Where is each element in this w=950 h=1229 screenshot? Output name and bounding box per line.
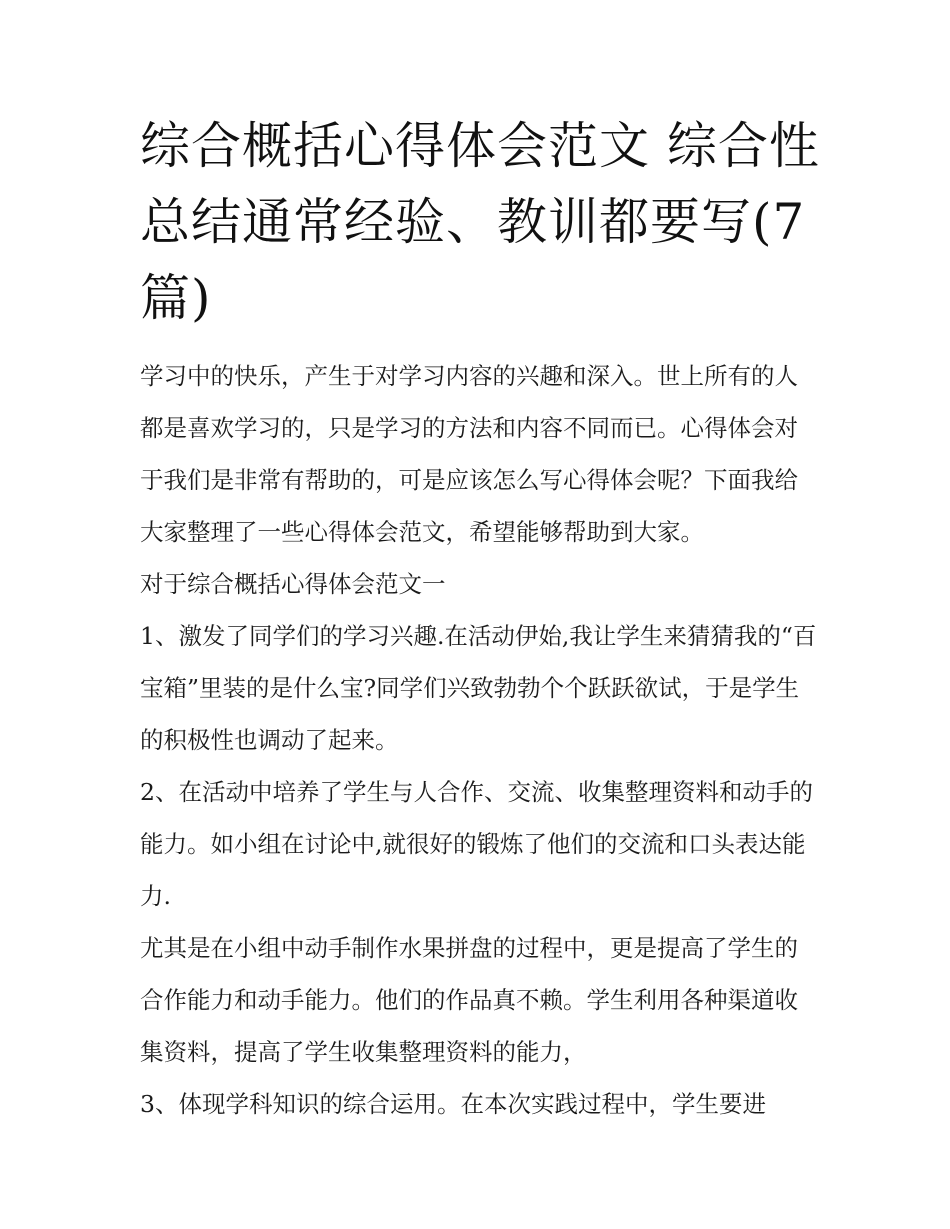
list-item-3: 3、体现学科知识的综合运用。在本次实践过程中，学生要进 [140,1090,766,1118]
list-item-2: 2、在活动中培养了学生与人合作、交流、收集整理资料和动手的能力。如小组在讨论中,就很好的锻炼了他们的交流和口头表达能力. [140,778,813,910]
body-paragraph: 尤其是在小组中动手制作水果拼盘的过程中，更是提高了学生的合作能力和动手能力。他们的作品真不赖。学生利用各种渠道收集资料，提高了学生收集整理资料的能力， [140,934,798,1066]
list-item-1: 1、激发了同学们的学习兴趣.在活动伊始,我让学生来猜猜我的“百宝箱”里装的是什么宝?同学们兴致勃勃个个跃跃欲试，于是学生的积极性也调动了起来。 [140,622,817,754]
document-body [140,350,820,1130]
document-page [140,108,820,1130]
section-heading: 对于综合概括心得体会范文一 [140,570,446,598]
intro-paragraph: 学习中的快乐，产生于对学习内容的兴趣和深入。世上所有的人都是喜欢学习的，只是学习的方法和内容不同而已。心得体会对于我们是非常有帮助的，可是应该怎么写心得体会呢？下面我给大家整理了一些心得体会范文，希望能够帮助到大家。 [140,362,798,546]
document-title: 综合概括心得体会范文 综合性总结通常经验、教训都要写(7篇) [140,117,820,327]
